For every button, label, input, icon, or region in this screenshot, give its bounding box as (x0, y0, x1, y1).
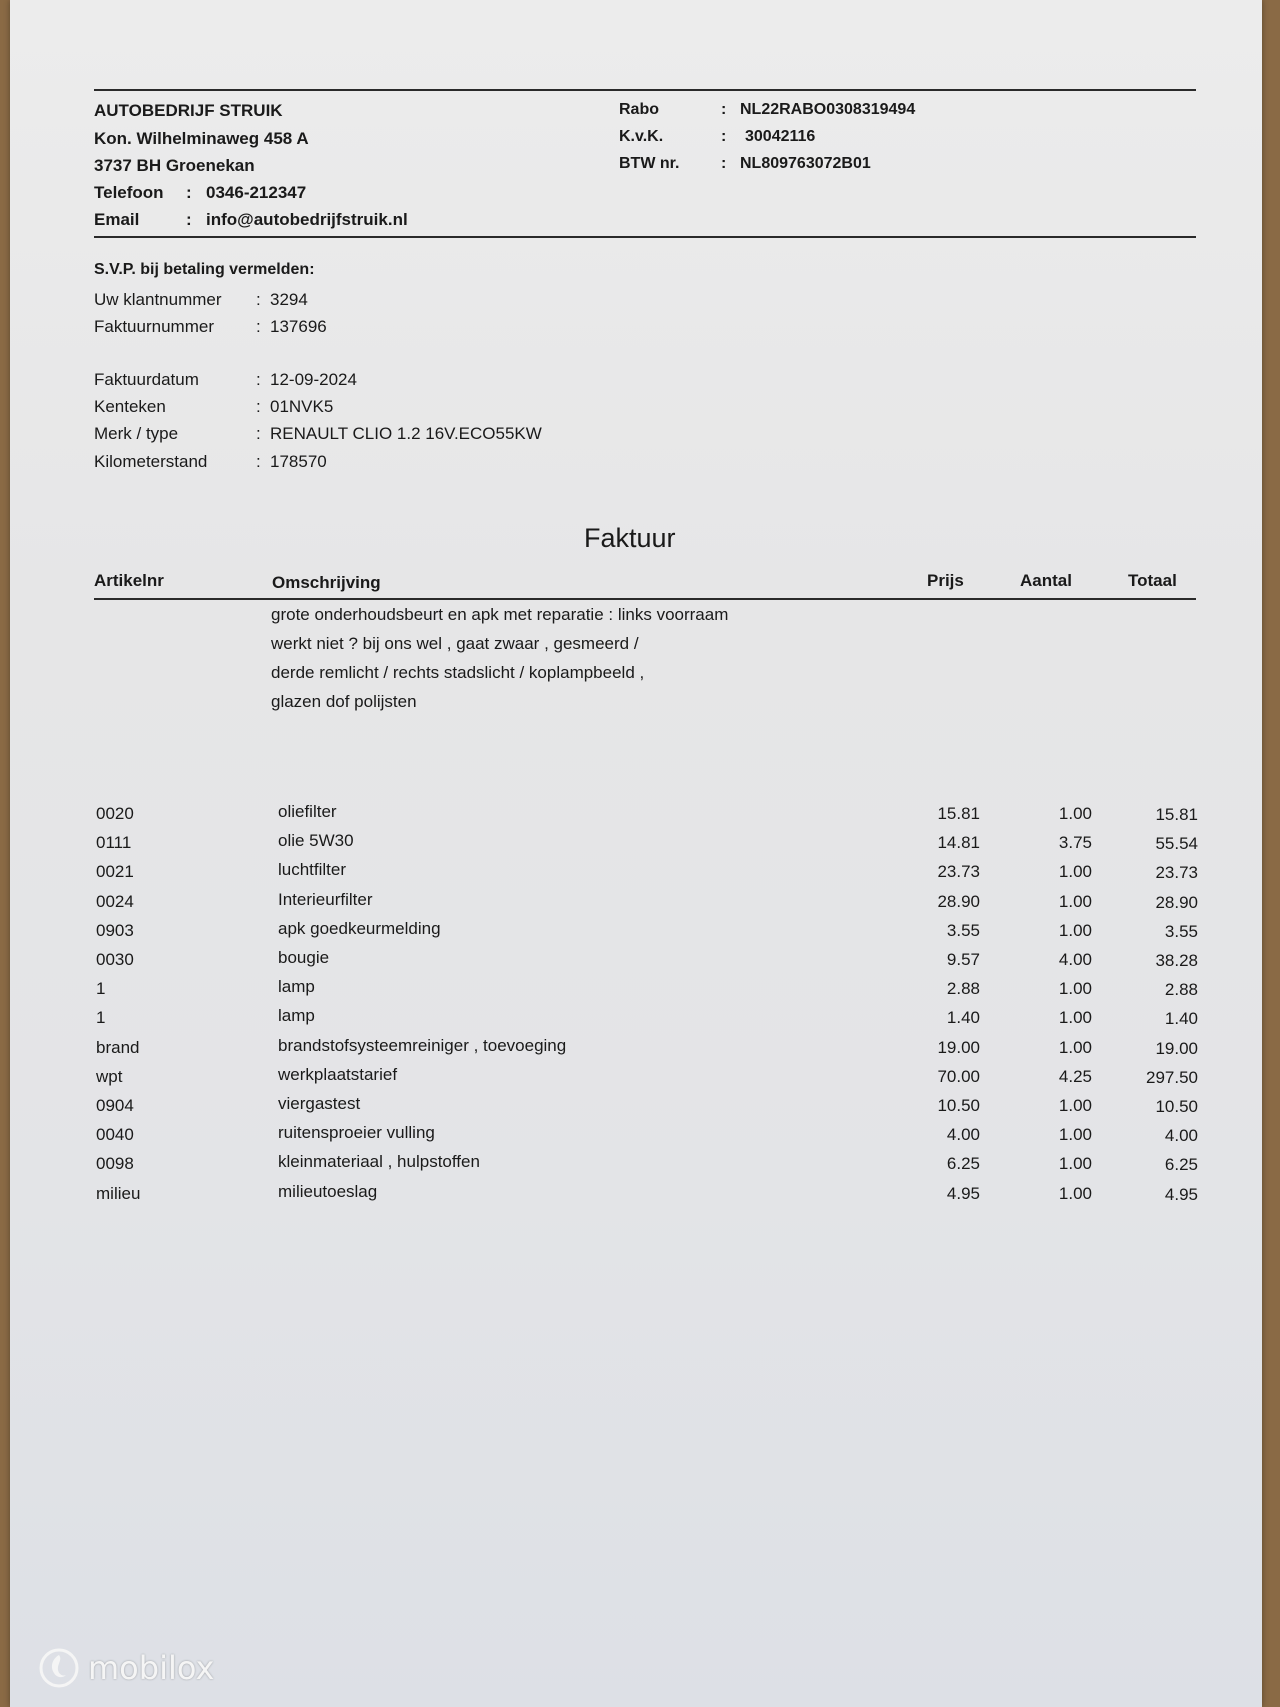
item-quantity: 4.25 (1058, 1067, 1092, 1086)
item-description: werkplaatstarief (278, 1065, 398, 1084)
invoice-date-value: 12-09-2024 (270, 370, 357, 389)
item-total: 23.73 (1155, 863, 1198, 882)
item-price: 4.00 (946, 1125, 980, 1144)
odometer-label: Kilometerstand (94, 452, 208, 471)
item-description: lamp (278, 1006, 315, 1025)
item-quantity: 1.00 (1058, 1096, 1092, 1115)
item-price: 4.95 (946, 1184, 980, 1203)
make-type-label: Merk / type (94, 424, 179, 443)
item-quantity: 1.00 (1058, 892, 1092, 911)
company-email: info@autobedrijfstruik.nl (206, 210, 408, 229)
item-price: 23.73 (937, 862, 980, 881)
company-city: 3737 BH Groenekan (94, 156, 255, 175)
item-total: 1.40 (1164, 1009, 1198, 1028)
item-total: 55.54 (1155, 834, 1198, 853)
item-description: milieutoeslag (278, 1182, 378, 1201)
item-description: bougie (278, 948, 330, 967)
item-artikelnr: 0021 (96, 862, 134, 881)
item-total: 19.00 (1155, 1039, 1198, 1058)
item-total: 10.50 (1155, 1097, 1198, 1116)
column-header-aantal: Aantal (1020, 571, 1072, 590)
bank-separator: : (721, 155, 727, 172)
bank-iban: NL22RABO0308319494 (740, 101, 916, 118)
item-artikelnr: 0024 (96, 892, 134, 911)
item-description: apk goedkeurmelding (278, 919, 441, 938)
item-quantity: 1.00 (1058, 862, 1092, 881)
item-description: viergastest (278, 1094, 361, 1113)
item-price: 9.57 (946, 950, 980, 969)
phone-label: Telefoon (94, 183, 164, 202)
item-total: 6.25 (1164, 1155, 1198, 1174)
item-total: 3.55 (1164, 922, 1198, 941)
field-separator: : (256, 317, 261, 336)
item-quantity: 1.00 (1058, 1008, 1092, 1027)
item-price: 10.50 (937, 1096, 980, 1115)
field-separator: : (256, 370, 261, 389)
item-description: kleinmateriaal , hulpstoffen (278, 1152, 480, 1171)
bank-label-kvk: K.v.K. (619, 128, 664, 145)
email-label: Email (94, 210, 140, 229)
item-artikelnr: 1 (96, 1008, 106, 1027)
customer-number-label: Uw klantnummer (94, 290, 222, 309)
mobilox-logo-icon (38, 1647, 80, 1689)
field-separator: : (256, 424, 261, 443)
column-header-artikelnr: Artikelnr (94, 571, 164, 590)
field-separator: : (256, 452, 261, 471)
company-phone: 0346-212347 (206, 183, 307, 202)
item-total: 38.28 (1155, 951, 1198, 970)
work-description-line: grote onderhoudsbeurt en apk met reparatie : links voorraam (271, 605, 729, 624)
item-price: 2.88 (946, 979, 980, 998)
work-description-line: derde remlicht / rechts stadslicht / koplampbeeld , (271, 663, 645, 682)
company-address: Kon. Wilhelminaweg 458 A (94, 129, 309, 148)
company-name: AUTOBEDRIJF STRUIK (94, 101, 283, 120)
item-price: 14.81 (937, 833, 980, 852)
item-total: 28.90 (1155, 893, 1198, 912)
item-total: 15.81 (1155, 805, 1198, 824)
item-price: 6.25 (946, 1154, 980, 1173)
item-price: 15.81 (937, 804, 980, 823)
make-type-value: RENAULT CLIO 1.2 16V.ECO55KW (270, 424, 542, 443)
invoice-title: Faktuur (584, 523, 676, 553)
column-header-prijs: Prijs (927, 571, 964, 590)
bank-separator: : (721, 101, 727, 118)
item-artikelnr: 0098 (96, 1154, 134, 1173)
item-artikelnr: 0040 (96, 1125, 134, 1144)
header-bottom-rule (94, 236, 1196, 238)
work-description-line: werkt niet ? bij ons wel , gaat zwaar , gesmeerd / (271, 634, 639, 653)
email-separator: : (186, 210, 192, 229)
payment-heading: S.V.P. bij betaling vermelden: (94, 261, 315, 278)
license-plate-value: 01NVK5 (270, 397, 334, 416)
header-top-rule (94, 89, 1196, 91)
item-artikelnr: 0903 (96, 921, 134, 940)
item-artikelnr: 0020 (96, 804, 134, 823)
item-artikelnr: wpt (96, 1067, 123, 1086)
item-total: 2.88 (1164, 980, 1198, 999)
item-total: 297.50 (1146, 1068, 1198, 1087)
item-quantity: 1.00 (1058, 1184, 1092, 1203)
column-header-totaal: Totaal (1128, 571, 1177, 590)
customer-number-value: 3294 (270, 290, 308, 309)
item-price: 1.40 (946, 1008, 980, 1027)
item-quantity: 1.00 (1058, 1038, 1092, 1057)
item-quantity: 3.75 (1058, 833, 1092, 852)
item-quantity: 1.00 (1058, 1154, 1092, 1173)
item-artikelnr: 0111 (96, 833, 132, 852)
item-quantity: 1.00 (1058, 921, 1092, 940)
invoice-number-label: Faktuurnummer (94, 317, 214, 336)
bank-btw: NL809763072B01 (740, 155, 871, 172)
watermark (38, 1647, 214, 1689)
item-artikelnr: milieu (96, 1184, 141, 1203)
item-total: 4.00 (1164, 1126, 1198, 1145)
column-header-omschrijving: Omschrijving (272, 573, 381, 592)
item-artikelnr: 0904 (96, 1096, 134, 1115)
item-description: lamp (278, 977, 315, 996)
bank-label-btw: BTW nr. (619, 155, 680, 172)
item-artikelnr: 0030 (96, 950, 134, 969)
item-description: brandstofsysteemreiniger , toevoeging (278, 1036, 567, 1055)
item-price: 70.00 (937, 1067, 980, 1086)
watermark-text: mobilox (88, 1649, 215, 1687)
work-description-line: glazen dof polijsten (271, 692, 417, 711)
invoice-number-value: 137696 (270, 317, 327, 336)
item-quantity: 1.00 (1058, 1125, 1092, 1144)
item-price: 19.00 (937, 1038, 980, 1057)
bank-separator: : (721, 128, 727, 145)
item-quantity: 4.00 (1058, 950, 1092, 969)
invoice-date-label: Faktuurdatum (94, 370, 199, 389)
item-description: oliefilter (278, 802, 337, 821)
item-quantity: 1.00 (1058, 979, 1092, 998)
item-total: 4.95 (1164, 1185, 1198, 1204)
license-plate-label: Kenteken (94, 397, 166, 416)
invoice-page (10, 0, 1262, 1707)
table-header-rule (94, 598, 1196, 600)
item-price: 28.90 (937, 892, 980, 911)
item-description: luchtfilter (278, 860, 347, 879)
item-description: Interieurfilter (278, 890, 373, 909)
field-separator: : (256, 290, 261, 309)
odometer-value: 178570 (270, 452, 327, 471)
phone-separator: : (186, 183, 192, 202)
item-artikelnr: brand (96, 1038, 140, 1057)
bank-label-rabo: Rabo (619, 101, 659, 118)
item-artikelnr: 1 (96, 979, 106, 998)
item-description: ruitensproeier vulling (278, 1123, 435, 1142)
bank-kvk: 30042116 (745, 128, 816, 145)
item-price: 3.55 (946, 921, 980, 940)
item-quantity: 1.00 (1058, 804, 1092, 823)
item-description: olie 5W30 (278, 831, 354, 850)
field-separator: : (256, 397, 261, 416)
